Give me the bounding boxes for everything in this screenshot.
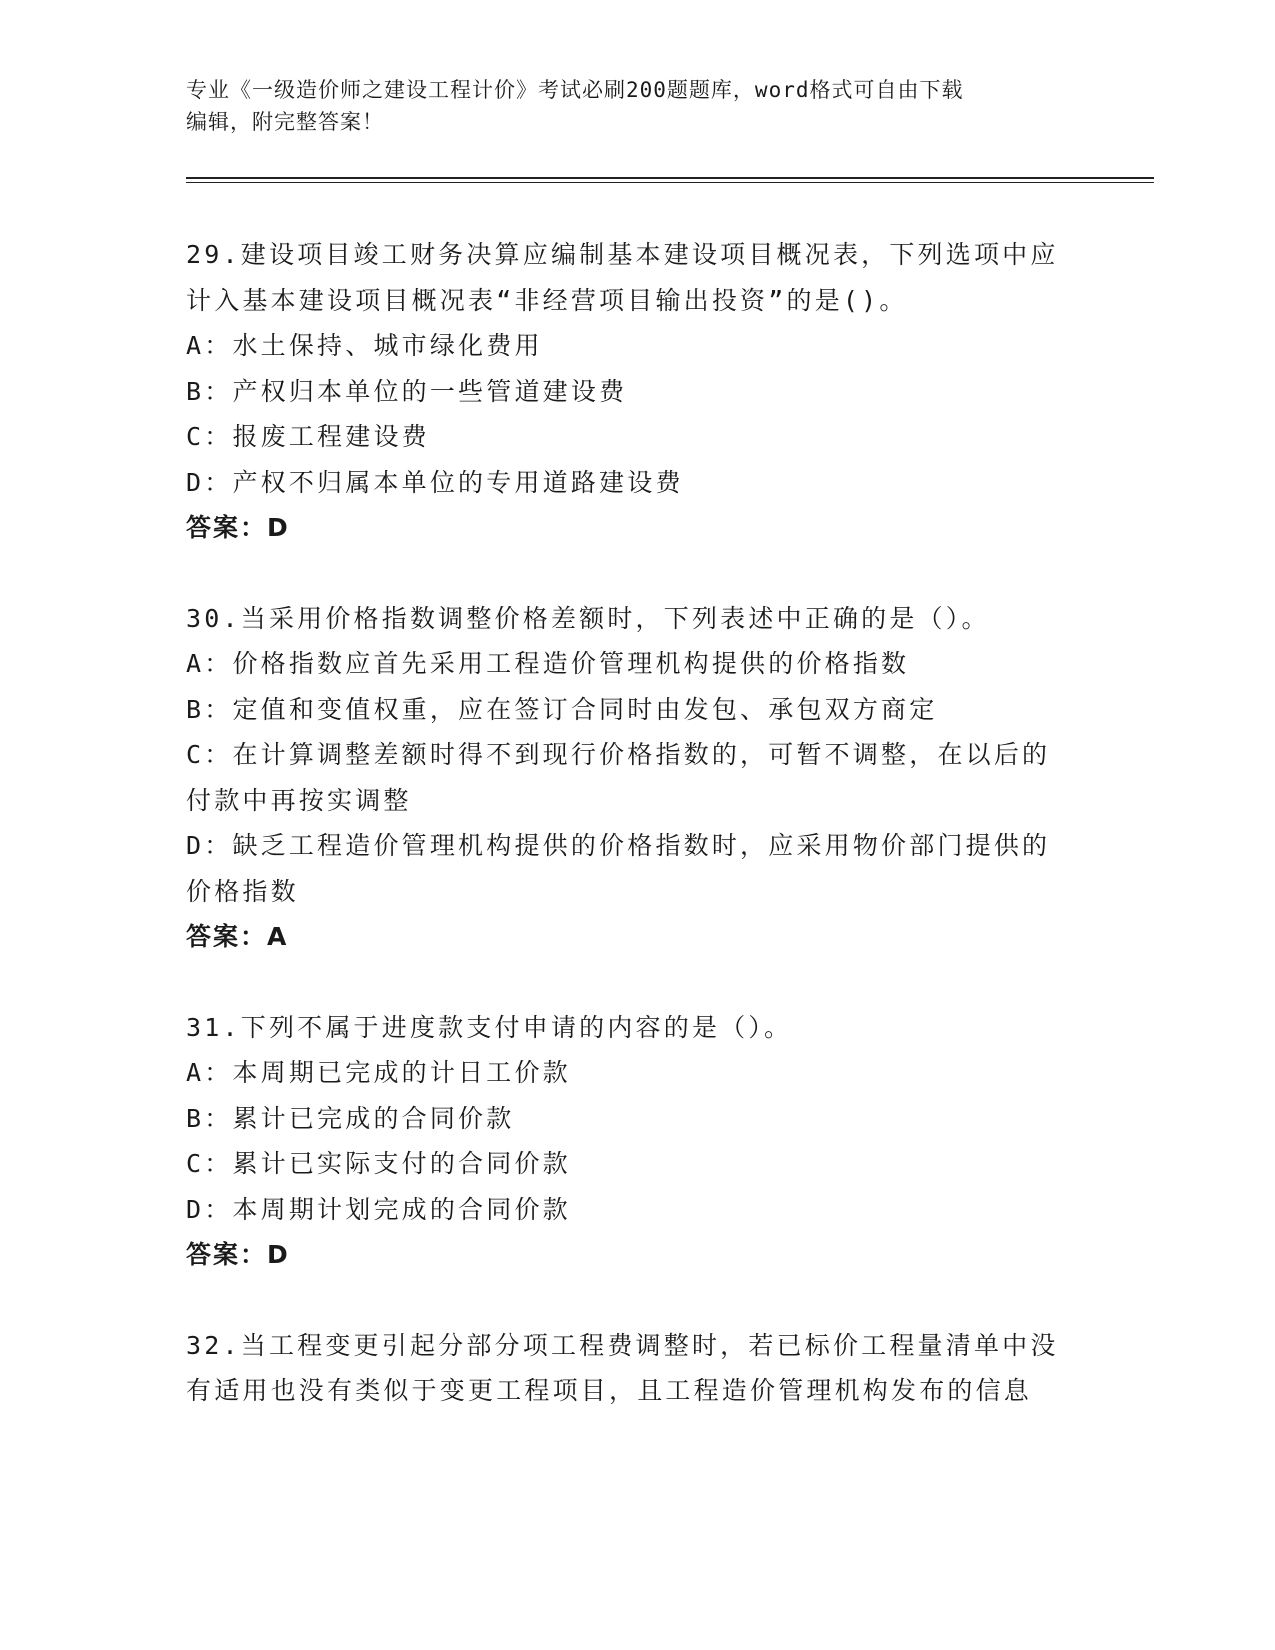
answer-option: C：在计算调整差额时得不到现行价格指数的，可暂不调整，在以后的: [186, 740, 1051, 769]
answer-option: B：定值和变值权重，应在签订合同时由发包、承包双方商定: [186, 694, 938, 724]
question-stem: 29.建设项目竣工财务决算应编制基本建设项目概况表，下列选项中应: [186, 240, 1059, 269]
answer-key: 答案：D: [186, 1240, 290, 1269]
header-divider-thin: [186, 182, 1154, 183]
answer-option: A：本周期已完成的计日工价款: [186, 1058, 571, 1087]
answer-option: A：价格指数应首先采用工程造价管理机构提供的价格指数: [186, 649, 910, 678]
question-block: [186, 1005, 1076, 1278]
question-stem: 计入基本建设项目概况表“非经营项目输出投资”的是()。: [186, 285, 908, 315]
answer-key: 答案：A: [186, 922, 289, 951]
answer-option: A：水土保持、城市绿化费用: [186, 331, 543, 360]
answer-key: 答案：D: [186, 513, 290, 542]
answer-option: B：产权归本单位的一些管道建设费: [186, 376, 628, 406]
header-line: 专业《一级造价师之建设工程计价》考试必刷200题题库，word格式可自由下载: [186, 78, 964, 102]
answer-option: D：本周期计划完成的合同价款: [186, 1194, 571, 1224]
document-header: [186, 74, 1086, 138]
question-stem: 30.当采用价格指数调整价格差额时，下列表述中正确的是（）。: [186, 603, 990, 633]
question-stem: 有适用也没有类似于变更工程项目，且工程造价管理机构发布的信息: [186, 1376, 1033, 1405]
question-block: [186, 596, 1076, 960]
answer-option: D：缺乏工程造价管理机构提供的价格指数时，应采用物价部门提供的: [186, 831, 1051, 860]
answer-option: 付款中再按实调整: [186, 785, 412, 815]
answer-option: 价格指数: [186, 876, 299, 906]
answer-option: C：报废工程建设费: [186, 422, 430, 451]
answer-option: C：累计已实际支付的合同价款: [186, 1149, 571, 1178]
question-list: [186, 232, 1076, 1414]
question-stem: 31.下列不属于进度款支付申请的内容的是（）。: [186, 1012, 793, 1042]
question-block: [186, 1323, 1076, 1414]
answer-option: B：累计已完成的合同价款: [186, 1103, 515, 1133]
question-block: [186, 232, 1076, 551]
header-divider: [186, 177, 1154, 179]
question-stem: 32.当工程变更引起分部分项工程费调整时，若已标价工程量清单中没: [186, 1330, 1059, 1360]
answer-option: D：产权不归属本单位的专用道路建设费: [186, 467, 684, 497]
header-line: 编辑，附完整答案！: [186, 110, 384, 134]
